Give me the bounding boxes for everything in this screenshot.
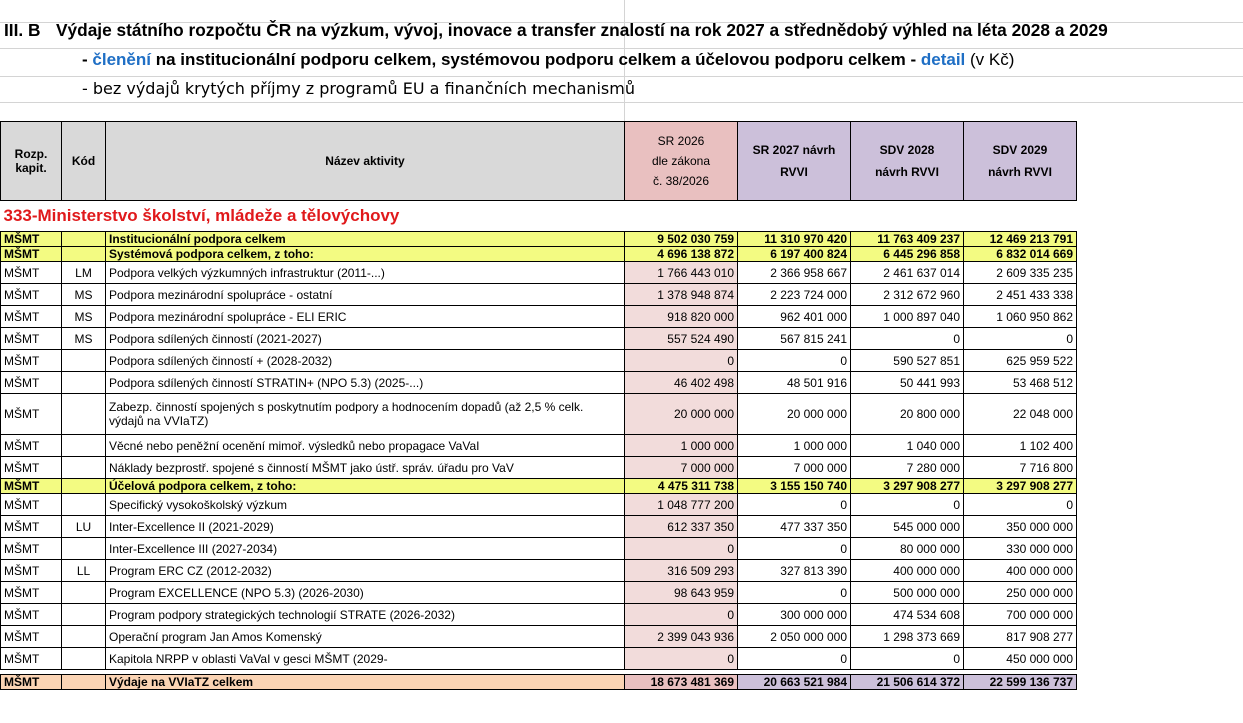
cell-sr2027: 2 223 724 000 xyxy=(738,284,851,306)
cell-sdv2029: 3 297 908 277 xyxy=(964,479,1077,494)
col-header-kap: Rozp. kapit. xyxy=(1,122,62,201)
total-row xyxy=(1,675,1077,690)
table-header-row xyxy=(1,122,1077,201)
cell-sr2026: 1 766 443 010 xyxy=(625,262,738,284)
table-row xyxy=(1,516,1077,538)
subtitle-mid: na institucionální podporu celkem, systémovou podporu celkem a účelovou podporu celkem - xyxy=(150,50,921,69)
cell-sdv2028: 21 506 614 372 xyxy=(851,675,964,690)
cell-kod: LM xyxy=(62,262,106,284)
cell-sr2026: 4 696 138 872 xyxy=(625,247,738,262)
cell-kapitola: MŠMT xyxy=(1,394,62,435)
cell-activity-name: Inter-Excellence II (2021-2029) xyxy=(106,516,625,538)
cell-sr2026: 1 048 777 200 xyxy=(625,494,738,516)
cell-activity-name: Program EXCELLENCE (NPO 5.3) (2026-2030) xyxy=(106,582,625,604)
cell-sdv2029: 1 060 950 862 xyxy=(964,306,1077,328)
sr2027-l2: RVVI xyxy=(780,165,808,179)
cell-kapitola: MŠMT xyxy=(1,457,62,479)
cell-sr2026: 7 000 000 xyxy=(625,457,738,479)
cell-activity-name: Kapitola NRPP v oblasti VaVaI v gesci MŠMT (2029- xyxy=(106,648,625,670)
cell-activity-name: Inter-Excellence III (2027-2034) xyxy=(106,538,625,560)
col-header-sr2026 xyxy=(625,122,738,201)
cell-kapitola: MŠMT xyxy=(1,435,62,457)
cell-kod: LL xyxy=(62,560,106,582)
col-header-sr2027 xyxy=(738,122,851,201)
table-row xyxy=(1,538,1077,560)
subtotal-row xyxy=(1,479,1077,494)
sr2026-l1: SR 2026 xyxy=(657,134,705,148)
cell-activity-name: Podpora sdílených činností + (2028-2032) xyxy=(106,350,625,372)
ministry-row xyxy=(1,201,1077,232)
table-row xyxy=(1,626,1077,648)
cell-kod: MS xyxy=(62,306,106,328)
cell-sr2026: 557 524 490 xyxy=(625,328,738,350)
cell-sr2026: 316 509 293 xyxy=(625,560,738,582)
cell-sdv2029: 350 000 000 xyxy=(964,516,1077,538)
table-row xyxy=(1,582,1077,604)
cell-sr2027: 48 501 916 xyxy=(738,372,851,394)
cell-kod xyxy=(62,350,106,372)
cell-sdv2028: 545 000 000 xyxy=(851,516,964,538)
cell-activity-name: Program podpory strategických technologií STRATE (2026-2032) xyxy=(106,604,625,626)
cell-sr2026: 18 673 481 369 xyxy=(625,675,738,690)
cell-sr2027: 1 000 000 xyxy=(738,435,851,457)
cell-sr2026: 0 xyxy=(625,538,738,560)
sdv2028-l1: SDV 2028 xyxy=(879,143,935,157)
cell-sdv2028: 80 000 000 xyxy=(851,538,964,560)
cell-kapitola: MŠMT xyxy=(1,372,62,394)
cell-kod xyxy=(62,479,106,494)
document-title xyxy=(4,20,1108,40)
cell-sr2026: 20 000 000 xyxy=(625,394,738,435)
cell-sdv2028: 0 xyxy=(851,494,964,516)
cell-kapitola: MŠMT xyxy=(1,247,62,262)
cell-sr2027: 2 366 958 667 xyxy=(738,262,851,284)
cell-activity-name: Věcné nebo peněžní ocenění mimoř. výsledků nebo propagace VaVaI xyxy=(106,435,625,457)
cell-sdv2029: 700 000 000 xyxy=(964,604,1077,626)
cell-sdv2028: 474 534 608 xyxy=(851,604,964,626)
cell-kod xyxy=(62,435,106,457)
cell-sdv2029: 12 469 213 791 xyxy=(964,232,1077,247)
cell-kod xyxy=(62,675,106,690)
cell-sdv2028: 500 000 000 xyxy=(851,582,964,604)
cell-sdv2029: 0 xyxy=(964,494,1077,516)
table-row xyxy=(1,328,1077,350)
cell-sr2026: 98 643 959 xyxy=(625,582,738,604)
cell-sr2027: 0 xyxy=(738,582,851,604)
table-row xyxy=(1,494,1077,516)
cell-activity-name: Zabezp. činností spojených s poskytnutím podpory a hodnocením dopadů (až 2,5 % celk. výdajů na VVIaTZ) xyxy=(106,394,625,435)
cell-sr2027: 0 xyxy=(738,538,851,560)
cell-sdv2028: 2 461 637 014 xyxy=(851,262,964,284)
cell-kapitola: MŠMT xyxy=(1,560,62,582)
cell-sdv2029: 0 xyxy=(964,328,1077,350)
subtitle-breakdown xyxy=(82,49,1014,71)
cell-sdv2029: 2 609 335 235 xyxy=(964,262,1077,284)
cell-sdv2029: 625 959 522 xyxy=(964,350,1077,372)
cell-sdv2029: 6 832 014 669 xyxy=(964,247,1077,262)
cell-kapitola: MŠMT xyxy=(1,232,62,247)
sdv2028-l2: návrh RVVI xyxy=(875,165,939,179)
cell-sr2027: 477 337 350 xyxy=(738,516,851,538)
table-row xyxy=(1,372,1077,394)
table-row xyxy=(1,648,1077,670)
cell-kapitola: MŠMT xyxy=(1,538,62,560)
cell-kod xyxy=(62,372,106,394)
cell-kod xyxy=(62,494,106,516)
cell-sr2027: 567 815 241 xyxy=(738,328,851,350)
cell-kapitola: MŠMT xyxy=(1,350,62,372)
budget-table xyxy=(0,121,1077,690)
cell-kapitola: MŠMT xyxy=(1,262,62,284)
subtitle-dash: - xyxy=(82,50,93,69)
cell-sdv2029: 22 599 136 737 xyxy=(964,675,1077,690)
cell-sdv2029: 817 908 277 xyxy=(964,626,1077,648)
cell-sdv2028: 400 000 000 xyxy=(851,560,964,582)
cell-kapitola: MŠMT xyxy=(1,582,62,604)
cell-activity-name: Podpora sdílených činností (2021-2027) xyxy=(106,328,625,350)
cell-activity-name: Program ERC CZ (2012-2032) xyxy=(106,560,625,582)
cell-sr2026: 2 399 043 936 xyxy=(625,626,738,648)
cell-sr2026: 1 000 000 xyxy=(625,435,738,457)
cell-activity-name: Specifický vysokoškolský výzkum xyxy=(106,494,625,516)
cell-activity-name: Podpora velkých výzkumných infrastruktur (2011-...) xyxy=(106,262,625,284)
cell-sdv2029: 7 716 800 xyxy=(964,457,1077,479)
cell-sdv2028: 590 527 851 xyxy=(851,350,964,372)
col-header-name: Název aktivity xyxy=(106,122,625,201)
cell-activity-name: Institucionální podpora celkem xyxy=(106,232,625,247)
table-row xyxy=(1,604,1077,626)
cell-activity-name: Operační program Jan Amos Komenský xyxy=(106,626,625,648)
cell-activity-name: Náklady bezprostř. spojené s činností MŠMT jako ústř. správ. úřadu pro VaV xyxy=(106,457,625,479)
col-header-sdv2028 xyxy=(851,122,964,201)
cell-kod xyxy=(62,457,106,479)
cell-sdv2028: 11 763 409 237 xyxy=(851,232,964,247)
cell-sdv2028: 50 441 993 xyxy=(851,372,964,394)
cell-sdv2029: 330 000 000 xyxy=(964,538,1077,560)
cell-kod xyxy=(62,394,106,435)
sdv2029-l2: návrh RVVI xyxy=(988,165,1052,179)
subtitle-excluding: - bez výdajů krytých příjmy z programů EU a finančních mechanismů xyxy=(82,79,635,98)
cell-sr2026: 9 502 030 759 xyxy=(625,232,738,247)
cell-sdv2029: 53 468 512 xyxy=(964,372,1077,394)
col-header-sdv2029[interactable] xyxy=(964,122,1077,201)
cell-sr2027: 3 155 150 740 xyxy=(738,479,851,494)
section-number: III. B xyxy=(4,20,41,40)
subtitle-detail: detail xyxy=(920,50,966,69)
cell-kapitola: MŠMT xyxy=(1,648,62,670)
cell-kod xyxy=(62,582,106,604)
cell-sdv2028: 20 800 000 xyxy=(851,394,964,435)
cell-kapitola: MŠMT xyxy=(1,479,62,494)
table-row xyxy=(1,262,1077,284)
cell-sr2027: 962 401 000 xyxy=(738,306,851,328)
sdv2029-l1: SDV 2029 xyxy=(992,143,1048,157)
cell-sdv2028: 0 xyxy=(851,648,964,670)
cell-sdv2029: 22 048 000 xyxy=(964,394,1077,435)
cell-sdv2028: 1 040 000 xyxy=(851,435,964,457)
cell-kod: MS xyxy=(62,284,106,306)
cell-sr2026: 46 402 498 xyxy=(625,372,738,394)
cell-activity-name: Podpora mezinárodní spolupráce - ostatní xyxy=(106,284,625,306)
table-row xyxy=(1,306,1077,328)
sr2026-l3: č. 38/2026 xyxy=(652,174,710,188)
cell-kapitola: MŠMT xyxy=(1,494,62,516)
cell-kapitola: MŠMT xyxy=(1,306,62,328)
cell-activity-name: Výdaje na VVIaTZ celkem xyxy=(106,675,625,690)
cell-sr2026: 0 xyxy=(625,648,738,670)
cell-sdv2028: 2 312 672 960 xyxy=(851,284,964,306)
cell-sdv2028: 7 280 000 xyxy=(851,457,964,479)
cell-kod: MS xyxy=(62,328,106,350)
cell-sdv2029: 2 451 433 338 xyxy=(964,284,1077,306)
sheet-gridline xyxy=(0,102,1243,103)
cell-sr2026: 4 475 311 738 xyxy=(625,479,738,494)
cell-sdv2029: 1 102 400 xyxy=(964,435,1077,457)
cell-sr2027: 6 197 400 824 xyxy=(738,247,851,262)
cell-sr2027: 0 xyxy=(738,494,851,516)
table-row xyxy=(1,560,1077,582)
col-header-kod: Kód xyxy=(62,122,106,201)
title-text: Výdaje státního rozpočtu ČR na výzkum, vývoj, inovace a transfer znalostí na rok 2027 a střednědobý výhled na léta 2028 a 2029 xyxy=(56,20,1108,40)
cell-kod xyxy=(62,604,106,626)
cell-sdv2028: 1 000 897 040 xyxy=(851,306,964,328)
ministry-name: 333-Ministerstvo školství, mládeže a tělovýchovy xyxy=(1,201,1077,232)
subtotal-row xyxy=(1,232,1077,247)
cell-sr2027: 300 000 000 xyxy=(738,604,851,626)
cell-kapitola: MŠMT xyxy=(1,626,62,648)
cell-kapitola: MŠMT xyxy=(1,284,62,306)
table-row xyxy=(1,394,1077,435)
table-row xyxy=(1,350,1077,372)
cell-sr2027: 11 310 970 420 xyxy=(738,232,851,247)
cell-sr2027: 0 xyxy=(738,350,851,372)
cell-sr2026: 0 xyxy=(625,604,738,626)
table-row xyxy=(1,435,1077,457)
cell-sdv2028: 0 xyxy=(851,328,964,350)
cell-sr2027: 327 813 390 xyxy=(738,560,851,582)
cell-kapitola: MŠMT xyxy=(1,675,62,690)
cell-activity-name: Podpora mezinárodní spolupráce - ELI ERIC xyxy=(106,306,625,328)
cell-sdv2028: 3 297 908 277 xyxy=(851,479,964,494)
table-row xyxy=(1,284,1077,306)
cell-sdv2029: 400 000 000 xyxy=(964,560,1077,582)
subtitle-cleneni: členění xyxy=(92,50,151,69)
cell-sr2027: 7 000 000 xyxy=(738,457,851,479)
cell-kapitola: MŠMT xyxy=(1,516,62,538)
table-row xyxy=(1,457,1077,479)
cell-kod xyxy=(62,626,106,648)
cell-sr2027: 20 663 521 984 xyxy=(738,675,851,690)
cell-sr2027: 2 050 000 000 xyxy=(738,626,851,648)
cell-sr2026: 612 337 350 xyxy=(625,516,738,538)
cell-sdv2029: 250 000 000 xyxy=(964,582,1077,604)
cell-kod xyxy=(62,538,106,560)
cell-sr2026: 0 xyxy=(625,350,738,372)
cell-kod xyxy=(62,648,106,670)
cell-kapitola: MŠMT xyxy=(1,328,62,350)
cell-sr2027: 0 xyxy=(738,648,851,670)
sr2027-l1: SR 2027 návrh xyxy=(752,143,836,157)
cell-sr2026: 1 378 948 874 xyxy=(625,284,738,306)
subtitle-unit: (v Kč) xyxy=(965,50,1015,69)
cell-sdv2029: 450 000 000 xyxy=(964,648,1077,670)
cell-kapitola: MŠMT xyxy=(1,604,62,626)
cell-kod xyxy=(62,247,106,262)
sr2026-l2: dle zákona xyxy=(651,154,711,168)
cell-sr2026: 918 820 000 xyxy=(625,306,738,328)
subtotal-row xyxy=(1,247,1077,262)
cell-sdv2028: 1 298 373 669 xyxy=(851,626,964,648)
sheet-gridline xyxy=(0,76,1243,77)
cell-kod: LU xyxy=(62,516,106,538)
cell-sr2027: 20 000 000 xyxy=(738,394,851,435)
cell-kod xyxy=(62,232,106,247)
cell-activity-name: Systémová podpora celkem, z toho: xyxy=(106,247,625,262)
cell-activity-name: Podpora sdílených činností STRATIN+ (NPO 5.3) (2025-...) xyxy=(106,372,625,394)
cell-sdv2028: 6 445 296 858 xyxy=(851,247,964,262)
cell-activity-name: Účelová podpora celkem, z toho: xyxy=(106,479,625,494)
